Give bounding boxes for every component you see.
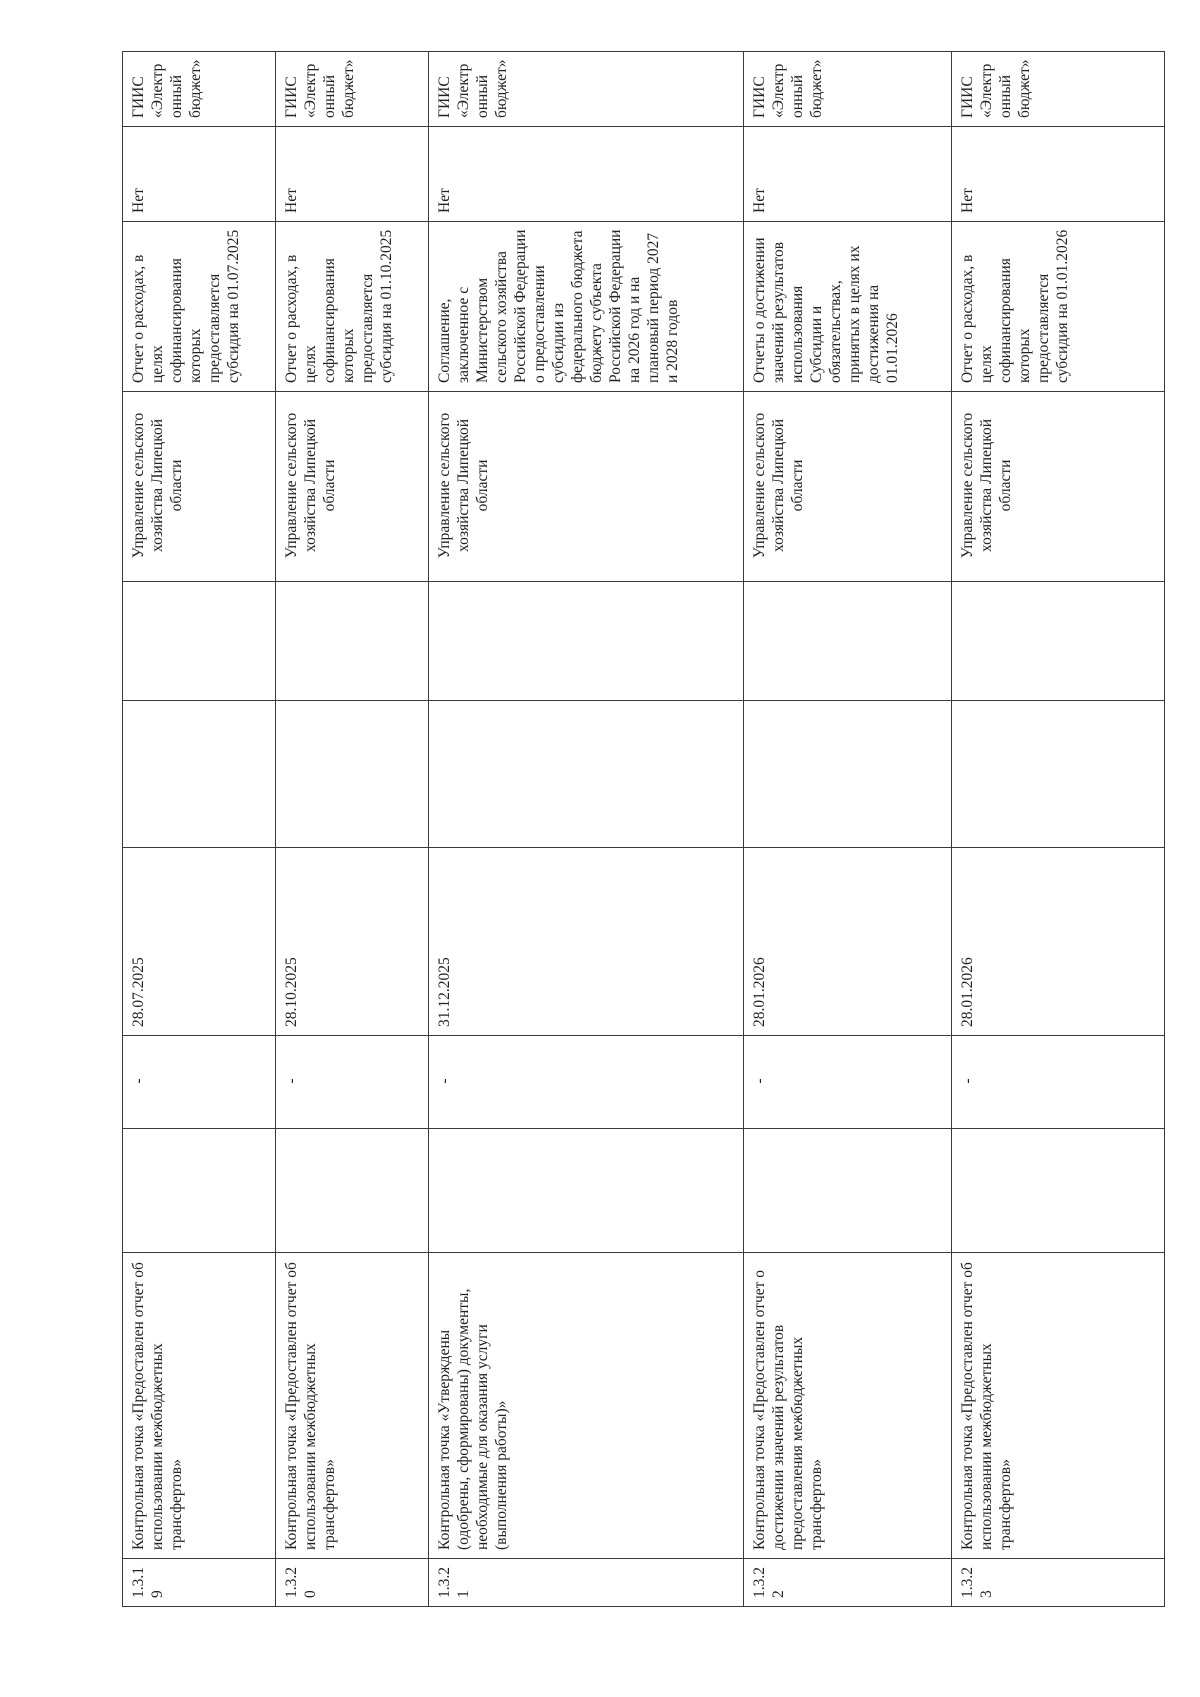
control-point-name: Контрольная точка «Утверждены (одобрены, сформированы) документы, необходимые для оказания услуги (выполнения работы)» [429, 1253, 744, 1559]
empty-cell [744, 582, 952, 701]
empty-cell [744, 1129, 952, 1253]
responsible-cell: Управление сельского хозяйства Липецкой области [276, 392, 429, 582]
dash-cell: - [952, 1036, 1165, 1129]
row-number: 1.3.21 [429, 1559, 744, 1607]
table-row [276, 52, 429, 1607]
date-cell: 28.01.2026 [744, 848, 952, 1036]
flag-cell: Нет [123, 127, 276, 222]
control-point-name: Контрольная точка «Предоставлен отчет о достижении значений результатов предоставления межбюджетных трансфертов» [744, 1253, 952, 1559]
dash-cell: - [429, 1036, 744, 1129]
dash-cell: - [276, 1036, 429, 1129]
empty-cell [952, 582, 1165, 701]
system-cell: ГИИС «Электронный бюджет» [429, 52, 744, 127]
date-cell: 28.10.2025 [276, 848, 429, 1036]
empty-cell [744, 701, 952, 848]
responsible-cell: Управление сельского хозяйства Липецкой области [429, 392, 744, 582]
table-row [123, 52, 276, 1607]
system-cell: ГИИС «Электронный бюджет» [123, 52, 276, 127]
empty-cell [952, 1129, 1165, 1253]
responsible-cell: Управление сельского хозяйства Липецкой области [744, 392, 952, 582]
flag-cell: Нет [429, 127, 744, 222]
row-number: 1.3.19 [123, 1559, 276, 1607]
empty-cell [123, 1129, 276, 1253]
empty-cell [123, 701, 276, 848]
flag-cell: Нет [744, 127, 952, 222]
flag-cell: Нет [952, 127, 1165, 222]
control-point-name: Контрольная точка «Предоставлен отчет об использовании межбюджетных трансфертов» [276, 1253, 429, 1559]
control-point-name: Контрольная точка «Предоставлен отчет об использовании межбюджетных трансфертов» [952, 1253, 1165, 1559]
document-cell: Отчет о расходах, в целях софинансирования которых предоставляется субсидия на 01.07.2025 [123, 222, 276, 392]
empty-cell [276, 701, 429, 848]
date-cell: 28.07.2025 [123, 848, 276, 1036]
document-cell: Соглашение, заключенное с Министерством сельского хозяйства Российской Федерации о предоставлении субсидии из федерального бюджета бюджету субъекта Российской Федерации на 2026 год и на плановый период 2027 и 2028 годов [429, 222, 744, 392]
flag-cell: Нет [276, 127, 429, 222]
empty-cell [276, 582, 429, 701]
system-cell: ГИИС «Электронный бюджет» [276, 52, 429, 127]
empty-cell [276, 1129, 429, 1253]
document-cell: Отчет о расходах, в целях софинансирования которых предоставляется субсидия на 01.01.2026 [952, 222, 1165, 392]
control-points-table [122, 51, 1165, 1607]
empty-cell [123, 582, 276, 701]
table-row [744, 52, 952, 1607]
row-number: 1.3.20 [276, 1559, 429, 1607]
empty-cell [952, 701, 1165, 848]
document-cell: Отчеты о достижении значений результатов использования Субсидии и обязательствах, принятых в целях их достижения на 01.01.2026 [744, 222, 952, 392]
empty-cell [429, 1129, 744, 1253]
rotated-table-wrapper [122, 52, 1164, 1607]
row-number: 1.3.23 [952, 1559, 1165, 1607]
control-point-name: Контрольная точка «Предоставлен отчет об использовании межбюджетных трансфертов» [123, 1253, 276, 1559]
system-cell: ГИИС «Электронный бюджет» [744, 52, 952, 127]
dash-cell: - [744, 1036, 952, 1129]
responsible-cell: Управление сельского хозяйства Липецкой области [952, 392, 1165, 582]
date-cell: 28.01.2026 [952, 848, 1165, 1036]
responsible-cell: Управление сельского хозяйства Липецкой области [123, 392, 276, 582]
empty-cell [429, 582, 744, 701]
table-row [952, 52, 1165, 1607]
system-cell: ГИИС «Электронный бюджет» [952, 52, 1165, 127]
empty-cell [429, 701, 744, 848]
dash-cell: - [123, 1036, 276, 1129]
table-row [429, 52, 744, 1607]
date-cell: 31.12.2025 [429, 848, 744, 1036]
row-number: 1.3.22 [744, 1559, 952, 1607]
document-cell: Отчет о расходах, в целях софинансирования которых предоставляется субсидия на 01.10.2025 [276, 222, 429, 392]
